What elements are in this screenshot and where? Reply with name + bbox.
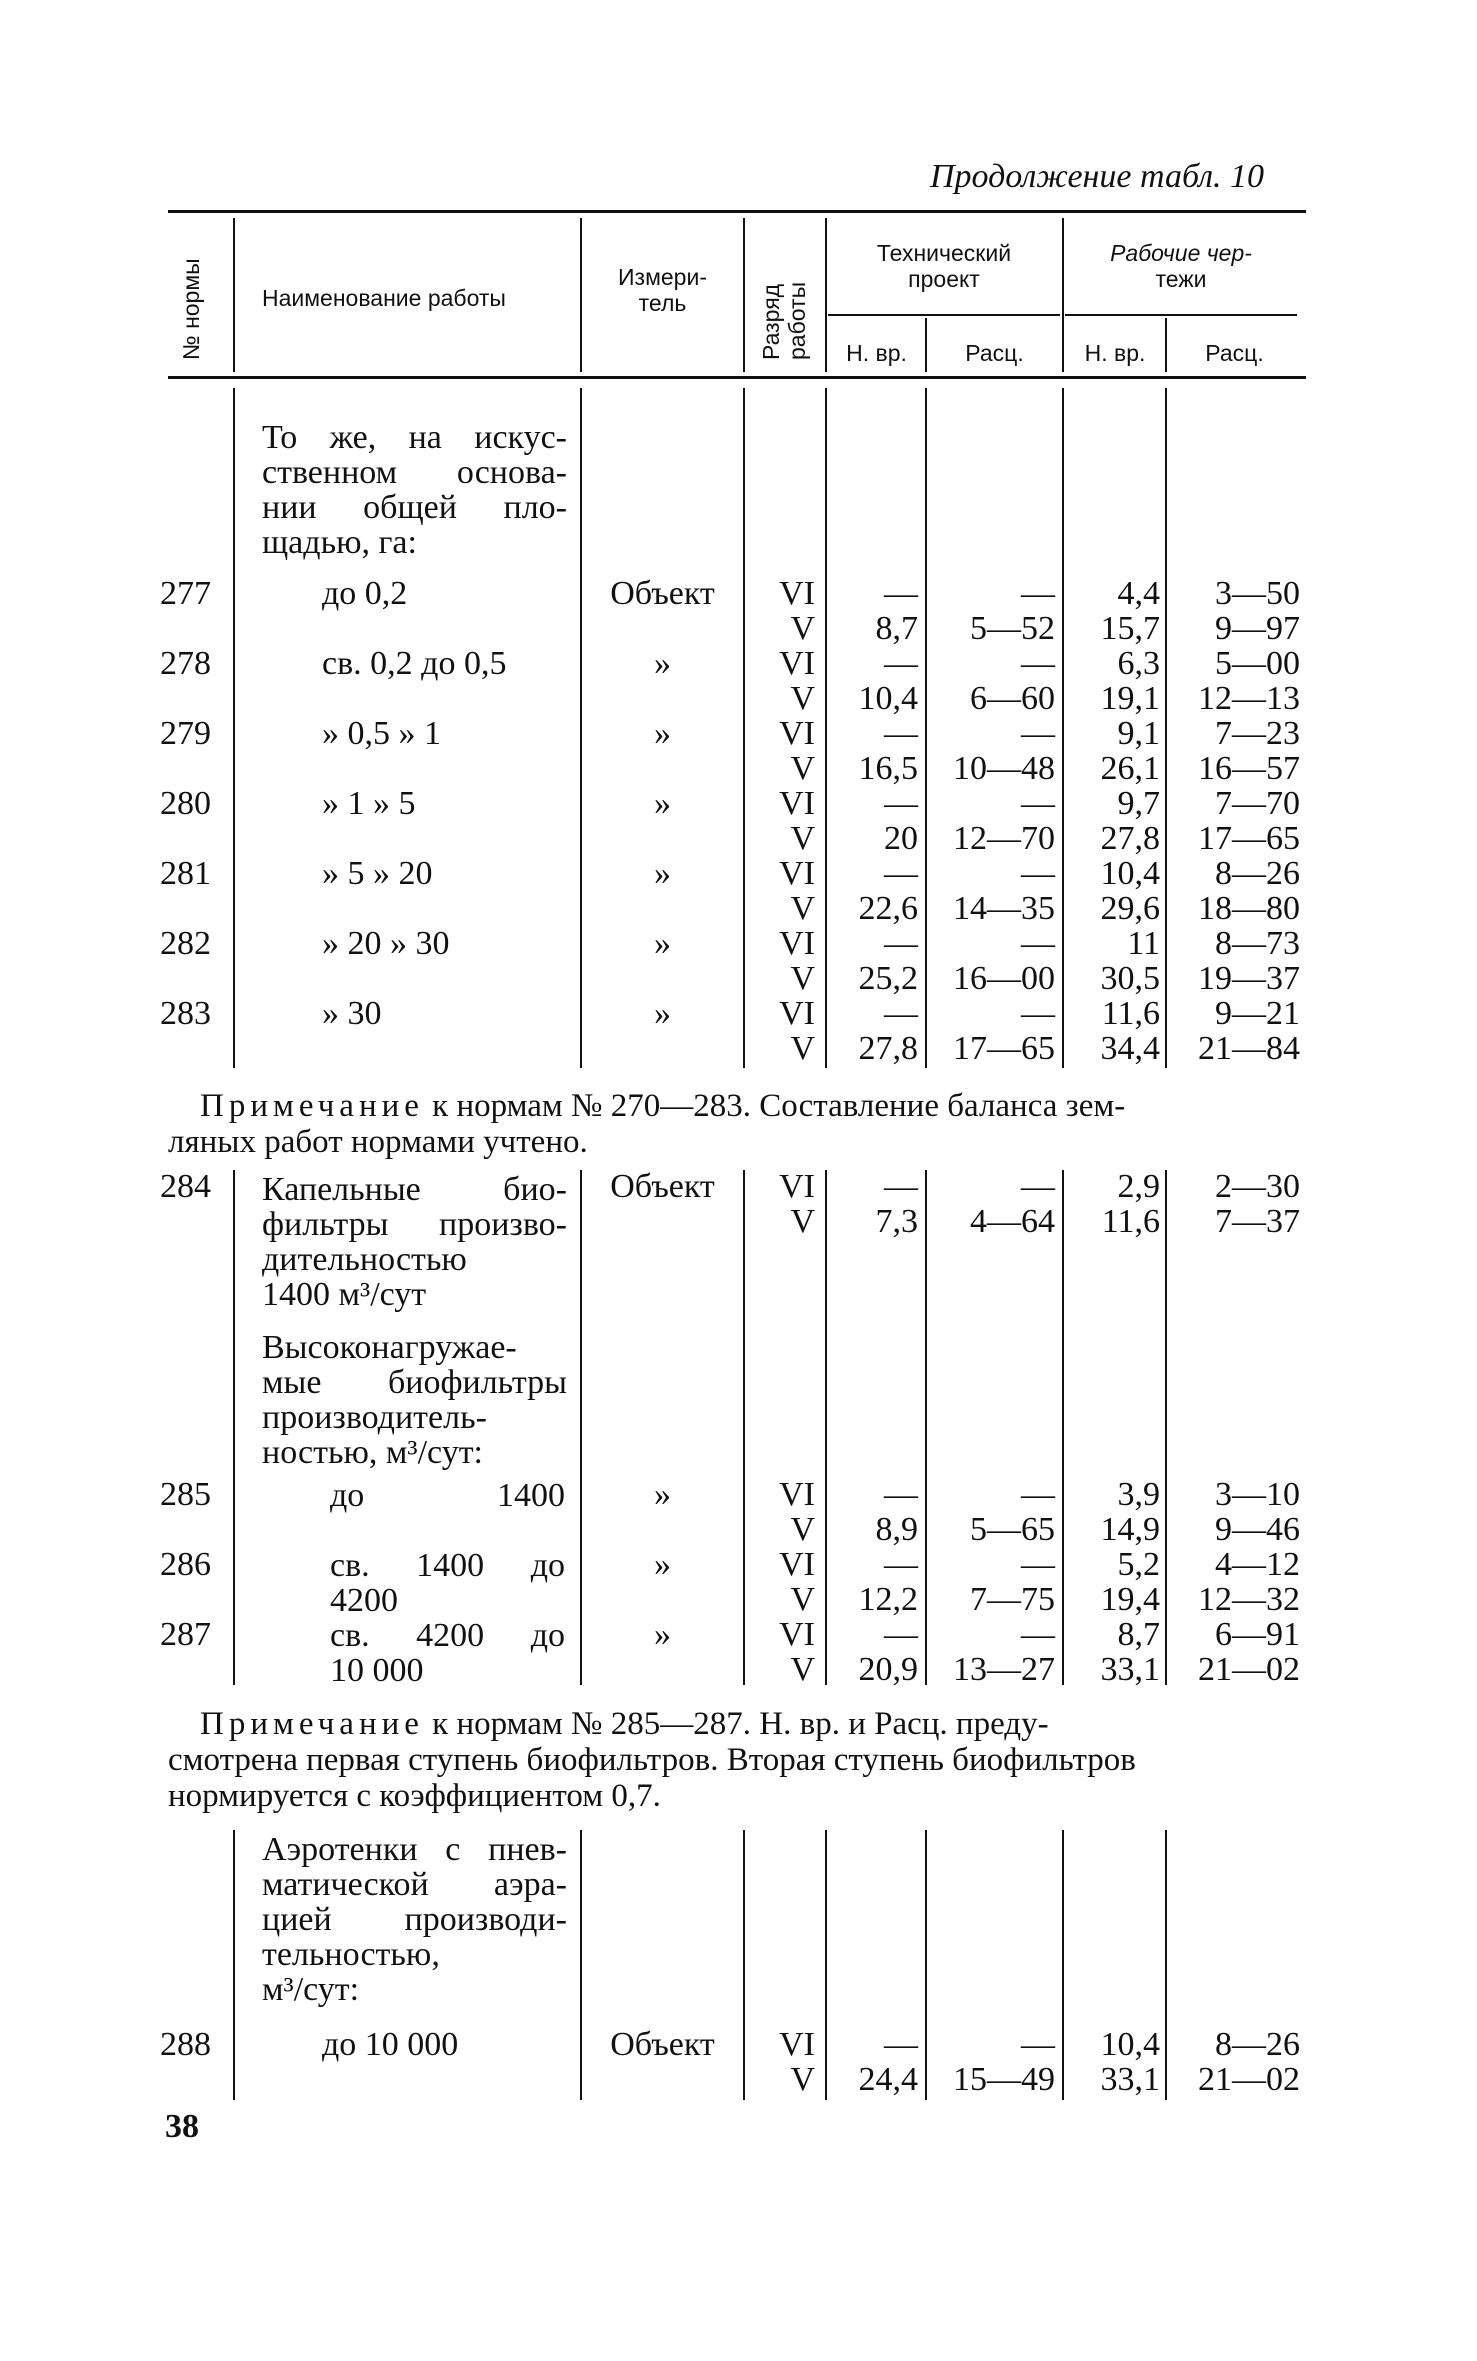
- tech-rate-cell: 5—65: [970, 1511, 1055, 1548]
- body-vline: [743, 388, 745, 1068]
- body-vline: [825, 1170, 827, 1685]
- body-vline: [825, 1830, 827, 2100]
- unit-cell: »: [654, 1476, 671, 1513]
- group3-title-line: Аэротенки с пнев-: [262, 1831, 567, 1868]
- work-time-cell: 4,4: [1117, 575, 1160, 612]
- grade-cell: VI: [779, 995, 815, 1032]
- tech-rate-cell: —: [1021, 2026, 1055, 2063]
- work-rate-cell: 3—50: [1215, 575, 1300, 612]
- group2-title-line: мые биофильтры: [262, 1364, 567, 1401]
- body-vline: [1165, 388, 1167, 1068]
- tech-time-cell: —: [884, 1616, 918, 1653]
- work-time-cell: 19,1: [1100, 680, 1160, 717]
- header-grade-line1: Разряд: [758, 283, 784, 360]
- work-rate-cell: 8—26: [1215, 855, 1300, 892]
- grade-cell: VI: [779, 575, 815, 612]
- body-vline: [925, 1170, 927, 1685]
- norm-number: 287: [160, 1616, 211, 1653]
- norm-number: 279: [160, 715, 211, 752]
- work-name-cell: » 20 » 30: [322, 925, 450, 962]
- work-time-cell: 8,7: [1117, 1616, 1160, 1653]
- tech-rate-cell: 7—75: [970, 1581, 1055, 1618]
- tech-rate-cell: —: [1021, 1168, 1055, 1205]
- work-time-cell: 9,7: [1117, 785, 1160, 822]
- work-name-cell: до 1400: [330, 1477, 565, 1514]
- grade-cell: VI: [779, 1546, 815, 1583]
- grade-cell: V: [790, 1203, 815, 1240]
- header-tech-line1: Технический: [876, 240, 1012, 266]
- work-time-cell: 11,6: [1101, 1203, 1160, 1240]
- tech-time-cell: —: [884, 575, 918, 612]
- body-vline: [1062, 1830, 1064, 2100]
- work-name-cell: » 1 » 5: [322, 785, 416, 822]
- work-name-cell: до 10 000: [322, 2026, 459, 2063]
- tech-time-cell: 16,5: [858, 750, 918, 787]
- header-vline: [233, 218, 235, 372]
- tech-rate-cell: 13—27: [953, 1651, 1055, 1688]
- unit-cell: »: [654, 995, 671, 1032]
- work-time-cell: 26,1: [1100, 750, 1160, 787]
- tech-time-cell: —: [884, 995, 918, 1032]
- work-rate-cell: 2—30: [1215, 1168, 1300, 1205]
- header-vline: [825, 218, 827, 372]
- header-work-nvr: Н. вр.: [1084, 340, 1146, 366]
- tech-rate-cell: —: [1021, 715, 1055, 752]
- tech-time-cell: —: [884, 1546, 918, 1583]
- work-rate-cell: 7—23: [1215, 715, 1300, 752]
- tech-time-cell: —: [884, 855, 918, 892]
- body-vline: [825, 388, 827, 1068]
- work-time-cell: 14,9: [1100, 1511, 1160, 1548]
- note2-line2: смотрена первая ступень биофильтров. Вторая ступень биофильтров: [168, 1742, 1136, 1778]
- unit-cell: »: [654, 1616, 671, 1653]
- work-rate-cell: 21—02: [1198, 2061, 1300, 2098]
- note2-line1-text: к нормам № 285—287. Н. вр. и Расц. преду-: [423, 1706, 1049, 1742]
- unit-cell: Объект: [610, 2026, 715, 2063]
- header-unit-line2: тель: [638, 290, 687, 316]
- body-vline: [1062, 388, 1064, 1068]
- tech-time-cell: —: [884, 2026, 918, 2063]
- tech-rate-cell: —: [1021, 855, 1055, 892]
- tech-time-cell: —: [884, 785, 918, 822]
- work-time-cell: 5,2: [1117, 1546, 1160, 1583]
- grade-cell: V: [790, 1030, 815, 1067]
- tech-rate-cell: 10—48: [953, 750, 1055, 787]
- work-rate-cell: 4—12: [1215, 1546, 1300, 1583]
- header-work-line1: Рабочие чер-: [1110, 240, 1252, 266]
- grade-cell: V: [790, 890, 815, 927]
- body-vline: [1165, 1830, 1167, 2100]
- grade-cell: V: [790, 2061, 815, 2098]
- tech-time-cell: 27,8: [858, 1030, 918, 1067]
- tech-time-cell: 20,9: [858, 1651, 918, 1688]
- body-vline: [743, 1830, 745, 2100]
- tech-rate-cell: 6—60: [970, 680, 1055, 717]
- norm-number: 280: [160, 785, 211, 822]
- header-vline: [1062, 218, 1064, 372]
- work-time-cell: 9,1: [1117, 715, 1160, 752]
- tech-time-cell: 8,7: [875, 610, 918, 647]
- tech-time-cell: 8,9: [875, 1511, 918, 1548]
- work-rate-cell: 12—13: [1198, 680, 1300, 717]
- unit-cell: Объект: [610, 575, 715, 612]
- grade-cell: V: [790, 610, 815, 647]
- note1-prefix: Примечание: [200, 1088, 424, 1124]
- tech-rate-cell: 15—49: [953, 2061, 1055, 2098]
- grade-cell: V: [790, 1511, 815, 1548]
- row284-name-line: Капельные био-: [262, 1171, 567, 1208]
- tech-rate-cell: —: [1021, 1476, 1055, 1513]
- body-vline: [925, 388, 927, 1068]
- grade-cell: VI: [779, 645, 815, 682]
- work-time-cell: 11,6: [1101, 995, 1160, 1032]
- tech-rate-cell: —: [1021, 1616, 1055, 1653]
- tech-rate-cell: —: [1021, 1546, 1055, 1583]
- work-rate-cell: 7—70: [1215, 785, 1300, 822]
- grade-cell: V: [790, 750, 815, 787]
- norm-number: 285: [160, 1476, 211, 1513]
- body-vline: [925, 1830, 927, 2100]
- group1-title-line: нии общей пло-: [262, 489, 567, 526]
- header-norm-no: № нормы: [178, 258, 204, 360]
- header-work-name: Наименование работы: [262, 285, 506, 311]
- tech-rate-cell: 17—65: [953, 1030, 1055, 1067]
- work-time-cell: 33,1: [1100, 1651, 1160, 1688]
- work-rate-cell: 6—91: [1215, 1616, 1300, 1653]
- header-vline: [743, 218, 745, 372]
- unit-cell: Объект: [610, 1168, 715, 1205]
- unit-cell: »: [654, 925, 671, 962]
- group3-title-line: м³/сут:: [262, 1971, 360, 2008]
- page-number: 38: [165, 2108, 199, 2145]
- header-grade-line2: работы: [784, 281, 810, 360]
- group2-title-line: ностью, м³/сут:: [262, 1434, 483, 1471]
- header-tech-rasc: Расц.: [965, 340, 1024, 366]
- work-name-cell: до 0,2: [322, 575, 408, 612]
- continuation-header: Продолжение табл. 10: [930, 158, 1265, 195]
- unit-cell: »: [654, 855, 671, 892]
- grade-cell: V: [790, 960, 815, 997]
- tech-rate-cell: 16—00: [953, 960, 1055, 997]
- work-name-cell: » 5 » 20: [322, 855, 433, 892]
- grade-cell: VI: [779, 2026, 815, 2063]
- tech-rate-cell: —: [1021, 645, 1055, 682]
- grade-cell: VI: [779, 785, 815, 822]
- group3-title-line: матической аэра-: [262, 1866, 567, 1903]
- work-rate-cell: 5—00: [1215, 645, 1300, 682]
- norm-number: 282: [160, 925, 211, 962]
- work-time-cell: 33,1: [1100, 2061, 1160, 2098]
- note1-line2: ляных работ нормами учтено.: [168, 1124, 588, 1160]
- grade-cell: VI: [779, 1616, 815, 1653]
- group3-title-line: цией производи-: [262, 1901, 567, 1938]
- norm-number: 284: [160, 1168, 211, 1205]
- body-vline: [1062, 1170, 1064, 1685]
- group1-title-line: щадью, га:: [262, 524, 417, 561]
- work-time-cell: 11: [1127, 925, 1160, 962]
- tech-rate-cell: 4—64: [970, 1203, 1055, 1240]
- grade-cell: VI: [779, 1476, 815, 1513]
- work-name-cell: » 0,5 » 1: [322, 715, 441, 752]
- tech-rate-cell: —: [1021, 925, 1055, 962]
- grade-cell: V: [790, 820, 815, 857]
- note2-line1: [200, 1706, 1300, 1742]
- work-time-cell: 19,4: [1100, 1581, 1160, 1618]
- work-rate-cell: 17—65: [1198, 820, 1300, 857]
- grade-cell: VI: [779, 855, 815, 892]
- row284-name-line: 1400 м³/сут: [262, 1276, 427, 1313]
- work-time-cell: 10,4: [1100, 855, 1160, 892]
- group2-title-line: Высоконагружае-: [262, 1329, 517, 1366]
- body-vline: [233, 1170, 235, 1685]
- tech-rate-cell: 14—35: [953, 890, 1055, 927]
- work-time-cell: 34,4: [1100, 1030, 1160, 1067]
- work-time-cell: 6,3: [1117, 645, 1160, 682]
- row284-name-line: фильтры произво-: [262, 1206, 567, 1243]
- norm-number: 283: [160, 995, 211, 1032]
- work-rate-cell: 19—37: [1198, 960, 1300, 997]
- work-rate-cell: 16—57: [1198, 750, 1300, 787]
- header-unit-line1: Измери-: [618, 264, 707, 290]
- tech-rate-cell: 5—52: [970, 610, 1055, 647]
- grade-cell: V: [790, 1651, 815, 1688]
- norm-number: 277: [160, 575, 211, 612]
- header-work-line2: тежи: [1155, 266, 1207, 292]
- tech-rate-cell: 12—70: [953, 820, 1055, 857]
- work-rate-cell: 9—21: [1215, 995, 1300, 1032]
- work-subheader-rule: [1065, 314, 1297, 316]
- tech-time-cell: —: [884, 1476, 918, 1513]
- tech-time-cell: 10,4: [858, 680, 918, 717]
- body-vline: [743, 1170, 745, 1685]
- norm-number: 286: [160, 1546, 211, 1583]
- tech-time-cell: 12,2: [858, 1581, 918, 1618]
- work-time-cell: 27,8: [1100, 820, 1160, 857]
- grade-cell: VI: [779, 715, 815, 752]
- header-bottom-rule: [168, 376, 1306, 379]
- tech-time-cell: 25,2: [858, 960, 918, 997]
- tech-time-cell: —: [884, 925, 918, 962]
- work-name-cell: св. 1400 до: [330, 1547, 565, 1584]
- note1-line1-text: к нормам № 270—283. Составление баланса зем-: [423, 1088, 1126, 1124]
- tech-rate-cell: —: [1021, 575, 1055, 612]
- work-rate-cell: 18—80: [1198, 890, 1300, 927]
- grade-cell: V: [790, 1581, 815, 1618]
- work-rate-cell: 12—32: [1198, 1581, 1300, 1618]
- work-name-cell: св. 0,2 до 0,5: [322, 645, 507, 682]
- norm-number: 278: [160, 645, 211, 682]
- work-time-cell: 30,5: [1100, 960, 1160, 997]
- unit-cell: »: [654, 645, 671, 682]
- work-rate-cell: 9—97: [1215, 610, 1300, 647]
- work-name-cell: » 30: [322, 995, 382, 1032]
- note2-prefix: Примечание: [200, 1706, 424, 1742]
- header-work-rasc: Расц.: [1205, 340, 1264, 366]
- group3-title-line: тельностью,: [262, 1936, 440, 1973]
- grade-cell: V: [790, 680, 815, 717]
- tech-time-cell: 20: [884, 820, 918, 857]
- work-time-cell: 3,9: [1117, 1476, 1160, 1513]
- grade-cell: VI: [779, 1168, 815, 1205]
- header-vline: [580, 218, 582, 372]
- body-vline: [233, 388, 235, 1068]
- work-name-cell: 4200: [330, 1582, 398, 1619]
- work-rate-cell: 21—02: [1198, 1651, 1300, 1688]
- note2-line3: нормируется с коэффициентом 0,7.: [168, 1778, 661, 1814]
- work-rate-cell: 9—46: [1215, 1511, 1300, 1548]
- work-rate-cell: 21—84: [1198, 1030, 1300, 1067]
- tech-time-cell: —: [884, 1168, 918, 1205]
- tech-rate-cell: —: [1021, 785, 1055, 822]
- work-time-cell: 15,7: [1100, 610, 1160, 647]
- work-time-cell: 2,9: [1117, 1168, 1160, 1205]
- unit-cell: »: [654, 785, 671, 822]
- body-vline: [580, 388, 582, 1068]
- tech-rate-cell: —: [1021, 995, 1055, 1032]
- norm-number: 288: [160, 2026, 211, 2063]
- work-name-cell: 10 000: [330, 1652, 424, 1689]
- work-rate-cell: 3—10: [1215, 1476, 1300, 1513]
- norm-number: 281: [160, 855, 211, 892]
- row284-name-line: дительностью: [262, 1241, 467, 1278]
- tech-time-cell: —: [884, 645, 918, 682]
- tech-time-cell: 22,6: [858, 890, 918, 927]
- tech-subheader-rule: [828, 314, 1060, 316]
- tech-time-cell: 24,4: [858, 2061, 918, 2098]
- note1-line1: [200, 1088, 1300, 1124]
- unit-cell: »: [654, 715, 671, 752]
- tech-time-cell: —: [884, 715, 918, 752]
- work-rate-cell: 8—73: [1215, 925, 1300, 962]
- group1-title-line: То же, на искус-: [262, 419, 567, 456]
- work-rate-cell: 8—26: [1215, 2026, 1300, 2063]
- header-tech-nvr: Н. вр.: [846, 340, 907, 366]
- body-vline: [580, 1830, 582, 2100]
- body-vline: [1165, 1170, 1167, 1685]
- work-time-cell: 29,6: [1100, 890, 1160, 927]
- body-vline: [580, 1170, 582, 1685]
- unit-cell: »: [654, 1546, 671, 1583]
- work-rate-cell: 7—37: [1215, 1203, 1300, 1240]
- table-top-rule: [168, 210, 1306, 213]
- grade-cell: VI: [779, 925, 815, 962]
- body-vline: [233, 1830, 235, 2100]
- header-tech-line2: проект: [908, 266, 980, 292]
- group1-title-line: ственном основа-: [262, 454, 567, 491]
- group2-title-line: производитель-: [262, 1399, 487, 1436]
- work-name-cell: св. 4200 до: [330, 1617, 565, 1654]
- tech-time-cell: 7,3: [875, 1203, 918, 1240]
- work-time-cell: 10,4: [1100, 2026, 1160, 2063]
